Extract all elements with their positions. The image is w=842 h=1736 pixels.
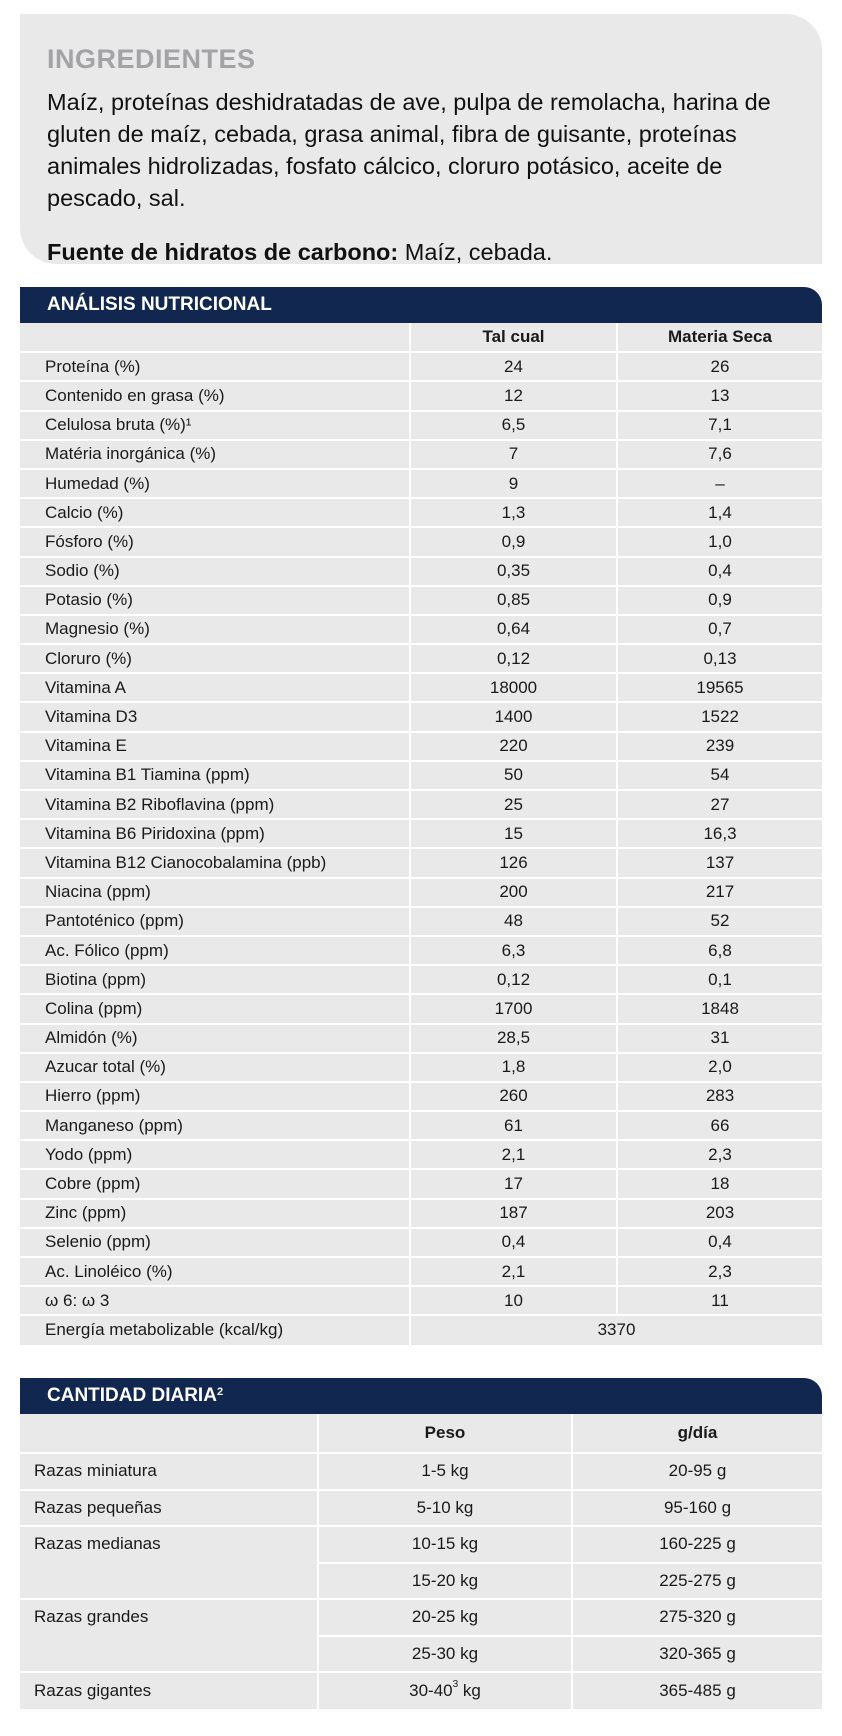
- nutrient-as-is-value: 126: [410, 848, 617, 877]
- nutrient-label: Pantoténico (ppm): [20, 907, 410, 936]
- nutrient-dry-value: 1522: [617, 702, 822, 731]
- nutrient-dry-value: 13: [617, 381, 822, 410]
- nutrient-label: Vitamina B1 Tiamina (ppm): [20, 761, 410, 790]
- nutrition-table-block: [20, 323, 822, 1345]
- nutrient-label: Cloruro (%): [20, 644, 410, 673]
- nutrient-dry-value: 217: [617, 878, 822, 907]
- nutrient-dry-value: 11: [617, 1286, 822, 1315]
- nutrition-row: [20, 1082, 822, 1111]
- nutrient-label: Sodio (%): [20, 557, 410, 586]
- weight-value: [318, 1672, 572, 1709]
- nutrient-label: ω 6: ω 3: [20, 1286, 410, 1315]
- nutrition-title: ANÁLISIS NUTRICIONAL: [47, 294, 272, 315]
- nutrition-row: [20, 761, 822, 790]
- weight-value: 5-10 kg: [318, 1490, 572, 1527]
- nutrition-col-dry: Materia Seca: [617, 323, 822, 352]
- weight-value: 15-20 kg: [318, 1563, 572, 1600]
- weight-value: 20-25 kg: [318, 1599, 572, 1636]
- nutrient-label: Biotina (ppm): [20, 965, 410, 994]
- breed-size-label: Razas miniatura: [20, 1453, 318, 1490]
- weight-value: 10-15 kg: [318, 1526, 572, 1563]
- nutrient-label: Matéria inorgánica (%): [20, 440, 410, 469]
- nutrient-dry-value: 283: [617, 1082, 822, 1111]
- breed-size-label: Razas pequeñas: [20, 1490, 318, 1527]
- weight-unit: kg: [458, 1680, 481, 1700]
- energy-label: Energía metabolizable (kcal/kg): [20, 1315, 410, 1344]
- grams-per-day-value: 225-275 g: [572, 1563, 822, 1600]
- nutrient-as-is-value: 0,4: [410, 1228, 617, 1257]
- ingredients-panel: [20, 14, 822, 264]
- nutrient-as-is-value: 0,35: [410, 557, 617, 586]
- nutrition-row: [20, 469, 822, 498]
- breed-size-label: Razas grandes: [20, 1599, 318, 1672]
- nutrient-dry-value: 2,0: [617, 1053, 822, 1082]
- nutrient-as-is-value: 220: [410, 732, 617, 761]
- nutrient-label: Almidón (%): [20, 1024, 410, 1053]
- nutrient-dry-value: 0,7: [617, 615, 822, 644]
- nutrition-row: [20, 1111, 822, 1140]
- nutrient-as-is-value: 25: [410, 790, 617, 819]
- nutrition-header-row: [20, 323, 822, 352]
- nutrient-dry-value: –: [617, 469, 822, 498]
- nutrient-as-is-value: 7: [410, 440, 617, 469]
- breed-size-label: Razas gigantes: [20, 1672, 318, 1709]
- weight-footnote: 3: [452, 1678, 459, 1690]
- daily-title-sup: 2: [216, 1386, 224, 1398]
- nutrient-as-is-value: 260: [410, 1082, 617, 1111]
- nutrient-label: Niacina (ppm): [20, 878, 410, 907]
- nutrition-row: [20, 936, 822, 965]
- nutrition-row: [20, 994, 822, 1023]
- nutrient-dry-value: 7,1: [617, 411, 822, 440]
- nutrient-as-is-value: 6,3: [410, 936, 617, 965]
- nutrient-as-is-value: 6,5: [410, 411, 617, 440]
- nutrition-row: [20, 1024, 822, 1053]
- nutrient-dry-value: 0,9: [617, 586, 822, 615]
- nutrient-as-is-value: 9: [410, 469, 617, 498]
- nutrient-dry-value: 137: [617, 848, 822, 877]
- nutrient-dry-value: 16,3: [617, 819, 822, 848]
- nutrient-dry-value: 7,6: [617, 440, 822, 469]
- nutrition-row: [20, 1053, 822, 1082]
- nutrient-dry-value: 0,1: [617, 965, 822, 994]
- nutrition-row: [20, 702, 822, 731]
- nutrition-row: [20, 498, 822, 527]
- daily-col-gday: g/día: [572, 1414, 822, 1453]
- ingredients-title: INGREDIENTES: [47, 44, 256, 74]
- daily-col-empty: [20, 1414, 318, 1453]
- nutrient-dry-value: 0,13: [617, 644, 822, 673]
- ingredients-text: Maíz, proteínas deshidratadas de ave, pulpa de remolacha, harina de gluten de maíz, cebada, grasa animal, fibra de guisante, proteínas animales hidrolizadas, fosfato cálcico, cloruro potásico, aceite de pescado, sal.: [47, 89, 771, 211]
- daily-table-block: [20, 1414, 822, 1709]
- nutrition-row: [20, 557, 822, 586]
- nutrient-label: Zinc (ppm): [20, 1199, 410, 1228]
- nutrient-dry-value: 2,3: [617, 1140, 822, 1169]
- nutrient-dry-value: 54: [617, 761, 822, 790]
- nutrient-label: Ac. Fólico (ppm): [20, 936, 410, 965]
- nutrient-as-is-value: 12: [410, 381, 617, 410]
- daily-table: [20, 1414, 822, 1709]
- nutrient-label: Yodo (ppm): [20, 1140, 410, 1169]
- nutrition-row: [20, 440, 822, 469]
- nutrition-header: [20, 287, 822, 323]
- nutrient-dry-value: 31: [617, 1024, 822, 1053]
- nutrient-label: Azucar total (%): [20, 1053, 410, 1082]
- nutrient-as-is-value: 28,5: [410, 1024, 617, 1053]
- nutrition-row: [20, 1140, 822, 1169]
- grams-per-day-value: 320-365 g: [572, 1636, 822, 1673]
- nutrient-label: Vitamina B6 Piridoxina (ppm): [20, 819, 410, 848]
- nutrient-label: Vitamina E: [20, 732, 410, 761]
- nutrition-row: [20, 1199, 822, 1228]
- nutrient-label: Vitamina D3: [20, 702, 410, 731]
- nutrient-label: Fósforo (%): [20, 527, 410, 556]
- nutrient-label: Potasio (%): [20, 586, 410, 615]
- energy-value: 3370: [597, 1320, 636, 1340]
- energy-row: [20, 1315, 822, 1344]
- nutrition-row: [20, 673, 822, 702]
- nutrient-label: Colina (ppm): [20, 994, 410, 1023]
- daily-header: [20, 1378, 822, 1414]
- nutrient-as-is-value: 1700: [410, 994, 617, 1023]
- nutrient-label: Selenio (ppm): [20, 1228, 410, 1257]
- nutrient-dry-value: 1,4: [617, 498, 822, 527]
- daily-col-weight: Peso: [318, 1414, 572, 1453]
- nutrient-label: Celulosa bruta (%)¹: [20, 411, 410, 440]
- nutrient-dry-value: 52: [617, 907, 822, 936]
- nutrition-row: [20, 411, 822, 440]
- nutrient-label: Contenido en grasa (%): [20, 381, 410, 410]
- daily-row: [20, 1490, 822, 1527]
- nutrient-as-is-value: 48: [410, 907, 617, 936]
- nutrition-row: [20, 644, 822, 673]
- nutrient-label: Vitamina A: [20, 673, 410, 702]
- nutrient-label: Cobre (ppm): [20, 1169, 410, 1198]
- nutrition-row: [20, 790, 822, 819]
- nutrient-dry-value: 27: [617, 790, 822, 819]
- nutrition-row: [20, 527, 822, 556]
- nutrition-row: [20, 907, 822, 936]
- daily-header-row: [20, 1414, 822, 1453]
- nutrient-as-is-value: 1,8: [410, 1053, 617, 1082]
- nutrient-as-is-value: 1400: [410, 702, 617, 731]
- nutrient-label: Calcio (%): [20, 498, 410, 527]
- nutrition-row: [20, 848, 822, 877]
- nutrition-row: [20, 819, 822, 848]
- nutrient-dry-value: 19565: [617, 673, 822, 702]
- nutrient-label: Magnesio (%): [20, 615, 410, 644]
- nutrient-dry-value: 203: [617, 1199, 822, 1228]
- nutrient-as-is-value: 0,85: [410, 586, 617, 615]
- nutrition-table: [20, 323, 822, 1345]
- nutrient-as-is-value: 17: [410, 1169, 617, 1198]
- breed-size-label: Razas medianas: [20, 1526, 318, 1599]
- weight-value: 1-5 kg: [318, 1453, 572, 1490]
- nutrient-label: Humedad (%): [20, 469, 410, 498]
- nutrient-dry-value: 18: [617, 1169, 822, 1198]
- daily-row: [20, 1526, 822, 1563]
- nutrition-row: [20, 732, 822, 761]
- nutrient-dry-value: 0,4: [617, 557, 822, 586]
- nutrient-as-is-value: 18000: [410, 673, 617, 702]
- nutrient-as-is-value: 10: [410, 1286, 617, 1315]
- nutrient-as-is-value: 50: [410, 761, 617, 790]
- nutrient-as-is-value: 2,1: [410, 1140, 617, 1169]
- nutrient-as-is-value: 0,12: [410, 644, 617, 673]
- nutrient-dry-value: 0,4: [617, 1228, 822, 1257]
- nutrient-label: Vitamina B2 Riboflavina (ppm): [20, 790, 410, 819]
- nutrient-as-is-value: 187: [410, 1199, 617, 1228]
- nutrient-label: Vitamina B12 Cianocobalamina (ppb): [20, 848, 410, 877]
- nutrient-as-is-value: 24: [410, 352, 617, 381]
- nutrient-label: Ac. Linoléico (%): [20, 1257, 410, 1286]
- nutrition-row: [20, 615, 822, 644]
- carbohydrate-source: [47, 236, 794, 268]
- nutrition-row: [20, 1169, 822, 1198]
- nutrient-label: Manganeso (ppm): [20, 1111, 410, 1140]
- nutrition-row: [20, 1257, 822, 1286]
- nutrient-dry-value: 6,8: [617, 936, 822, 965]
- nutrient-as-is-value: 0,9: [410, 527, 617, 556]
- nutrient-as-is-value: 200: [410, 878, 617, 907]
- nutrition-row: [20, 965, 822, 994]
- grams-per-day-value: 20-95 g: [572, 1453, 822, 1490]
- nutrient-dry-value: 66: [617, 1111, 822, 1140]
- grams-per-day-value: 160-225 g: [572, 1526, 822, 1563]
- nutrition-row: [20, 878, 822, 907]
- nutrition-row: [20, 1228, 822, 1257]
- daily-title: CANTIDAD DIARIA: [47, 1385, 217, 1406]
- nutrient-label: Hierro (ppm): [20, 1082, 410, 1111]
- nutrition-row: [20, 352, 822, 381]
- nutrient-as-is-value: 1,3: [410, 498, 617, 527]
- nutrient-label: Proteína (%): [20, 352, 410, 381]
- nutrient-as-is-value: 61: [410, 1111, 617, 1140]
- weight-range: 30-40: [409, 1680, 453, 1700]
- nutrient-as-is-value: 15: [410, 819, 617, 848]
- daily-row: [20, 1453, 822, 1490]
- nutrient-dry-value: 239: [617, 732, 822, 761]
- nutrient-as-is-value: 0,64: [410, 615, 617, 644]
- grams-per-day-value: 95-160 g: [572, 1490, 822, 1527]
- nutrient-dry-value: 26: [617, 352, 822, 381]
- nutrition-col-empty: [20, 323, 410, 352]
- carbohydrate-source-label: Fuente de hidratos de carbono:: [47, 239, 399, 265]
- carbohydrate-source-value: Maíz, cebada.: [398, 239, 553, 265]
- nutrient-dry-value: 1,0: [617, 527, 822, 556]
- weight-value: 25-30 kg: [318, 1636, 572, 1673]
- grams-per-day-value: 365-485 g: [659, 1680, 736, 1700]
- grams-per-day-value: 275-320 g: [572, 1599, 822, 1636]
- daily-row: [20, 1599, 822, 1636]
- nutrient-dry-value: 1848: [617, 994, 822, 1023]
- nutrient-as-is-value: 0,12: [410, 965, 617, 994]
- nutrient-as-is-value: 2,1: [410, 1257, 617, 1286]
- nutrition-row: [20, 1286, 822, 1315]
- nutrition-row: [20, 381, 822, 410]
- nutrient-dry-value: 2,3: [617, 1257, 822, 1286]
- nutrition-col-as-is: Tal cual: [410, 323, 617, 352]
- daily-row: [20, 1672, 822, 1709]
- nutrition-row: [20, 586, 822, 615]
